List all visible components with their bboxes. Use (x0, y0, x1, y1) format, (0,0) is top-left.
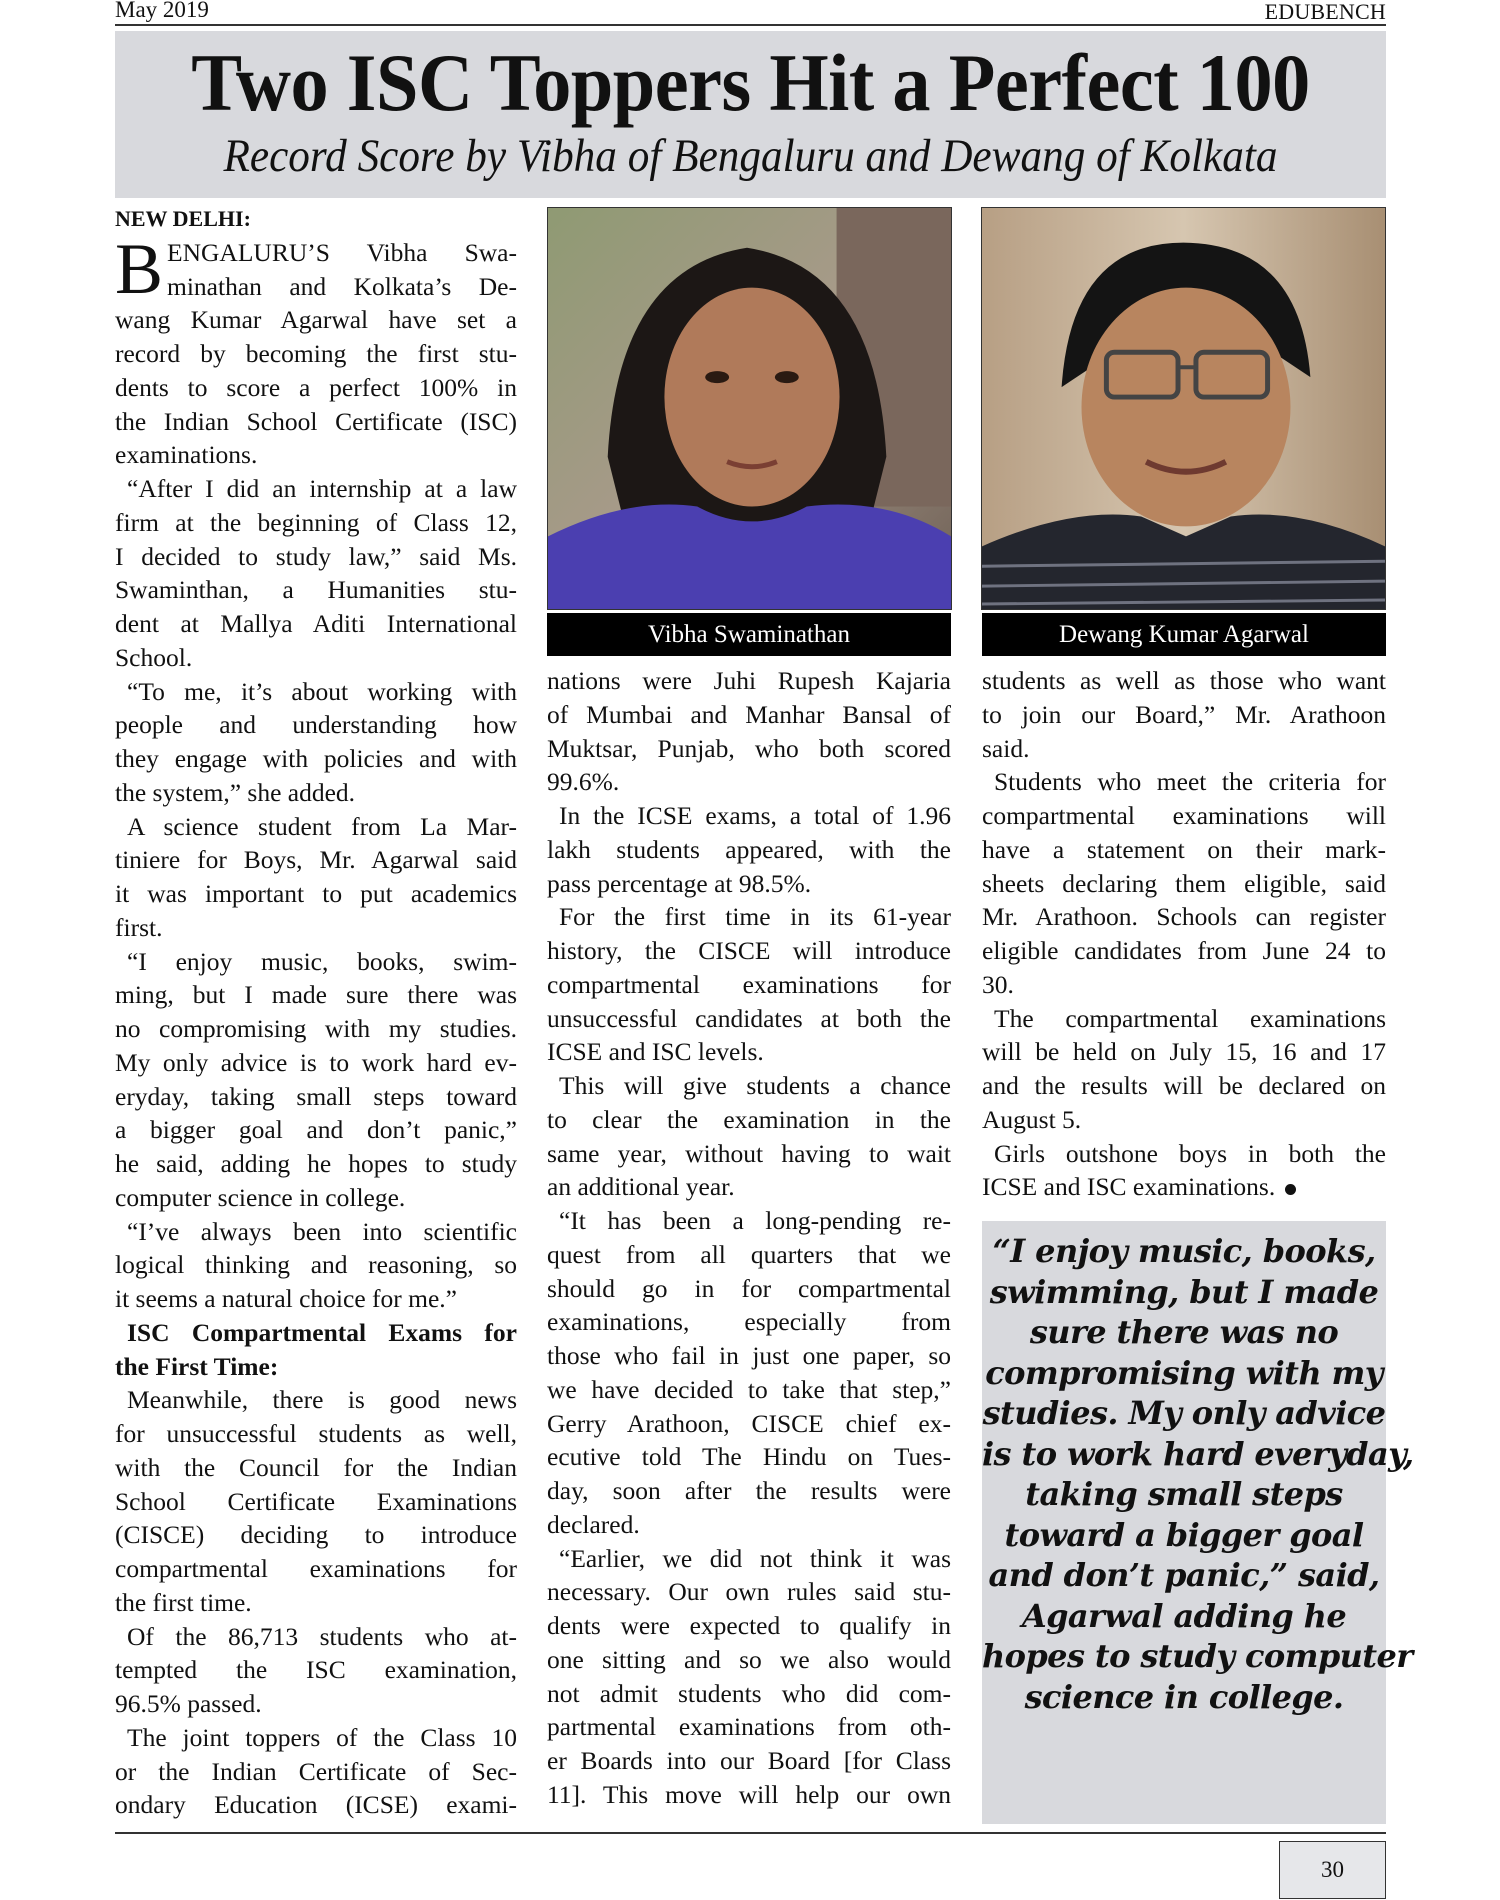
text-line: sheets declaring them eligible, said (982, 868, 1386, 898)
article-column-right (982, 664, 1386, 1204)
dateline: NEW DELHI: (115, 206, 251, 231)
article-column-left (115, 202, 517, 1822)
text-line: not admit students who did com- (547, 1678, 951, 1708)
text-line: firm at the beginning of Class 12, (115, 507, 517, 537)
headline: Two ISC Toppers Hit a Perfect 100 (191, 37, 1310, 128)
text-line: ondary Education (ICSE) exami- (115, 1790, 517, 1820)
text-line: My only advice is to work hard ev- (115, 1047, 517, 1077)
text-line: ENGALURU’S Vibha Swa- (167, 237, 517, 267)
photo-dewang-kumar-agarwal (981, 207, 1386, 610)
text-line: compartmental examinations for (547, 969, 951, 999)
portrait-image-icon (548, 208, 951, 609)
subheadline: Record Score by Vibha of Bengaluru and Dewang of Kolkata (223, 130, 1278, 182)
pull-quote-line: hopes to study computer (982, 1637, 1413, 1675)
pull-quote-line: sure there was no (1029, 1313, 1339, 1351)
pull-quote-line: “I enjoy music, books, (992, 1232, 1376, 1270)
text-line: Of the 86,713 students who at- (127, 1621, 517, 1651)
text-line: tempted the ISC examination, (115, 1655, 517, 1685)
text-line: record by becoming the first stu- (115, 339, 517, 368)
column-lines (982, 664, 1386, 1204)
text-line: day, soon after the results were (547, 1476, 951, 1505)
text-line: an additional year. (547, 1172, 735, 1202)
text-line: Gerry Arathoon, CISCE chief ex- (547, 1408, 951, 1438)
text-line: partmental examinations from oth- (547, 1712, 951, 1742)
text-line: 30. (982, 969, 1014, 999)
pull-quote-line: is to work hard everyday, (982, 1434, 1414, 1473)
text-line: A science student from La Mar- (127, 811, 517, 841)
text-line: For the first time in its 61-year (559, 902, 951, 932)
pull-quote (982, 1221, 1414, 1824)
text-line: er Boards into our Board [for Class (547, 1746, 951, 1775)
pull-quote-line: toward a bigger goal (1004, 1515, 1364, 1554)
pull-quote-line: science in college. (1024, 1677, 1344, 1716)
text-line: “I enjoy music, books, swim- (127, 946, 517, 976)
text-line: ICSE and ISC levels. (547, 1037, 764, 1067)
text-line: Girls outshone boys in both the (994, 1138, 1386, 1168)
text-line: lakh students appeared, with the (547, 834, 951, 864)
text-line: or the Indian Certificate of Sec- (115, 1756, 517, 1786)
text-line: Students who meet the criteria for (994, 767, 1386, 797)
text-line: and the results will be declared on (982, 1071, 1386, 1100)
text-line: dents to score a perfect 100% in (115, 372, 517, 402)
text-line: “It has been a long-pending re- (559, 1206, 951, 1235)
text-line: those who fail in just one paper, so (547, 1341, 951, 1370)
text-line: the first time. (115, 1587, 252, 1617)
text-line: August 5. (982, 1104, 1082, 1134)
photo-caption-dewang: Dewang Kumar Agarwal (982, 613, 1386, 656)
text-line: to join our Board,” Mr. Arathoon (982, 699, 1386, 729)
text-line: have a statement on their mark- (982, 834, 1386, 864)
text-line: people and understanding how (115, 710, 517, 740)
text-line: compartmental examinations will (982, 801, 1386, 830)
text-line: they engage with policies and with (115, 744, 517, 773)
text-line: no compromising with my studies. (115, 1014, 517, 1043)
text-line: computer science in college. (115, 1182, 406, 1212)
text-line: examinations, especially from (547, 1307, 951, 1337)
text-line: 96.5% passed. (115, 1689, 262, 1718)
text-line: pass percentage at 98.5%. (547, 868, 812, 898)
text-line: minathan and Kolkata’s De- (167, 271, 517, 301)
portrait-image-icon (982, 208, 1385, 609)
text-line: it was important to put academics (115, 879, 517, 908)
pull-quote-lines (982, 1231, 1414, 1717)
text-line: wang Kumar Agarwal have set a (115, 305, 517, 335)
text-line: Meanwhile, there is good news (127, 1385, 517, 1415)
text-line: examinations. (115, 440, 258, 470)
text-line: School Certificate Examinations (115, 1486, 517, 1516)
text-line: of Mumbai and Manhar Bansal of (547, 699, 951, 729)
header-rule (115, 24, 1386, 26)
issue-date: May 2019 (115, 0, 209, 22)
text-line: unsuccessful candidates at both the (547, 1003, 951, 1033)
text-line: “To me, it’s about working with (127, 676, 517, 706)
text-line: ming, but I made sure there was (115, 980, 517, 1010)
text-line: said. (982, 733, 1030, 763)
pull-quote-line: studies. My only advice (982, 1394, 1386, 1432)
photo-caption-vibha: Vibha Swaminathan (547, 613, 951, 656)
end-mark-bullet-icon (1285, 1184, 1296, 1195)
text-line: it seems a natural choice for me.” (115, 1284, 457, 1313)
text-line: logical thinking and reasoning, so (115, 1250, 517, 1280)
text-line: a bigger goal and don’t panic,” (115, 1115, 517, 1145)
text-line: the First Time: (115, 1351, 279, 1381)
text-line: declared. (547, 1509, 640, 1539)
column-body (115, 228, 517, 1822)
footer-rule (115, 1832, 1386, 1834)
publication-name: EDUBENCH (1264, 0, 1386, 24)
text-line: compartmental examinations for (115, 1554, 517, 1583)
text-line: Swaminthan, a Humanities stu- (115, 575, 517, 605)
text-line: same year, without having to wait (547, 1138, 951, 1168)
text-line: should go in for compartmental (547, 1273, 951, 1303)
text-line: The compartmental examinations (994, 1003, 1386, 1033)
text-line: for unsuccessful students as well, (115, 1419, 517, 1448)
text-line: “I’ve always been into scientific (127, 1216, 517, 1246)
text-line: dents were expected to qualify in (547, 1611, 951, 1640)
text-line: will be held on July 15, 16 and 17 (982, 1037, 1386, 1067)
text-line: dent at Mallya Aditi International (115, 609, 517, 638)
text-line: we have decided to take that step,” (547, 1374, 951, 1404)
text-line: The joint toppers of the Class 10 (127, 1722, 517, 1752)
pull-quote-line: swimming, but I made (989, 1272, 1379, 1311)
text-line: quest from all quarters that we (547, 1239, 951, 1269)
column-lines (547, 664, 951, 1812)
text-line: first. (115, 912, 163, 942)
text-line: nations were Juhi Rupesh Kajaria (547, 666, 951, 695)
pull-quote-line: Agarwal adding he (1021, 1596, 1347, 1635)
text-line: necessary. Our own rules said stu- (547, 1577, 951, 1607)
text-line: eligible candidates from June 24 to (982, 936, 1386, 965)
text-line: This will give students a chance (559, 1071, 951, 1100)
pull-quote-line: taking small steps (1025, 1475, 1343, 1513)
text-line: one sitting and so we also would (547, 1644, 951, 1674)
text-line: students as well as those who want (982, 666, 1386, 695)
text-line: ICSE and ISC examinations. (982, 1170, 1386, 1204)
page-number: 30 (1279, 1841, 1386, 1899)
text-line: the system,” she added. (115, 777, 356, 807)
headline-banner (115, 31, 1386, 198)
text-line: tiniere for Boys, Mr. Agarwal said (115, 845, 517, 875)
text-line: 11]. This move will help our own (547, 1779, 951, 1809)
text-line: ISC Compartmental Exams for (127, 1317, 517, 1347)
text-line: In the ICSE exams, a total of 1.96 (559, 801, 951, 830)
text-line: with the Council for the Indian (115, 1452, 517, 1482)
text-line: 99.6%. (547, 767, 620, 797)
text-line: I decided to study law,” said Ms. (115, 541, 517, 571)
photo-vibha-swaminathan (547, 207, 952, 610)
text-line: School. (115, 642, 193, 672)
text-line: to clear the examination in the (547, 1104, 951, 1134)
text-line: eryday, taking small steps toward (115, 1081, 517, 1111)
text-line: ecutive told The Hindu on Tues- (547, 1442, 951, 1472)
pull-quote-line: and don’t panic,” said, (988, 1556, 1380, 1594)
text-line: the Indian School Certificate (ISC) (115, 406, 517, 436)
column-lines (115, 228, 517, 1822)
text-line: “Earlier, we did not think it was (559, 1543, 951, 1573)
text-line: Mr. Arathoon. Schools can register (982, 902, 1386, 932)
pull-quote-line: compromising with my (985, 1353, 1383, 1392)
text-line: he said, adding he hopes to study (115, 1149, 517, 1178)
article-column-middle (547, 664, 951, 1812)
drop-cap: B (115, 228, 164, 309)
text-line: (CISCE) deciding to introduce (115, 1520, 517, 1550)
text-line: Muktsar, Punjab, who both scored (547, 733, 951, 763)
text-line: history, the CISCE will introduce (547, 936, 951, 965)
text-line: “After I did an internship at a law (127, 474, 517, 503)
